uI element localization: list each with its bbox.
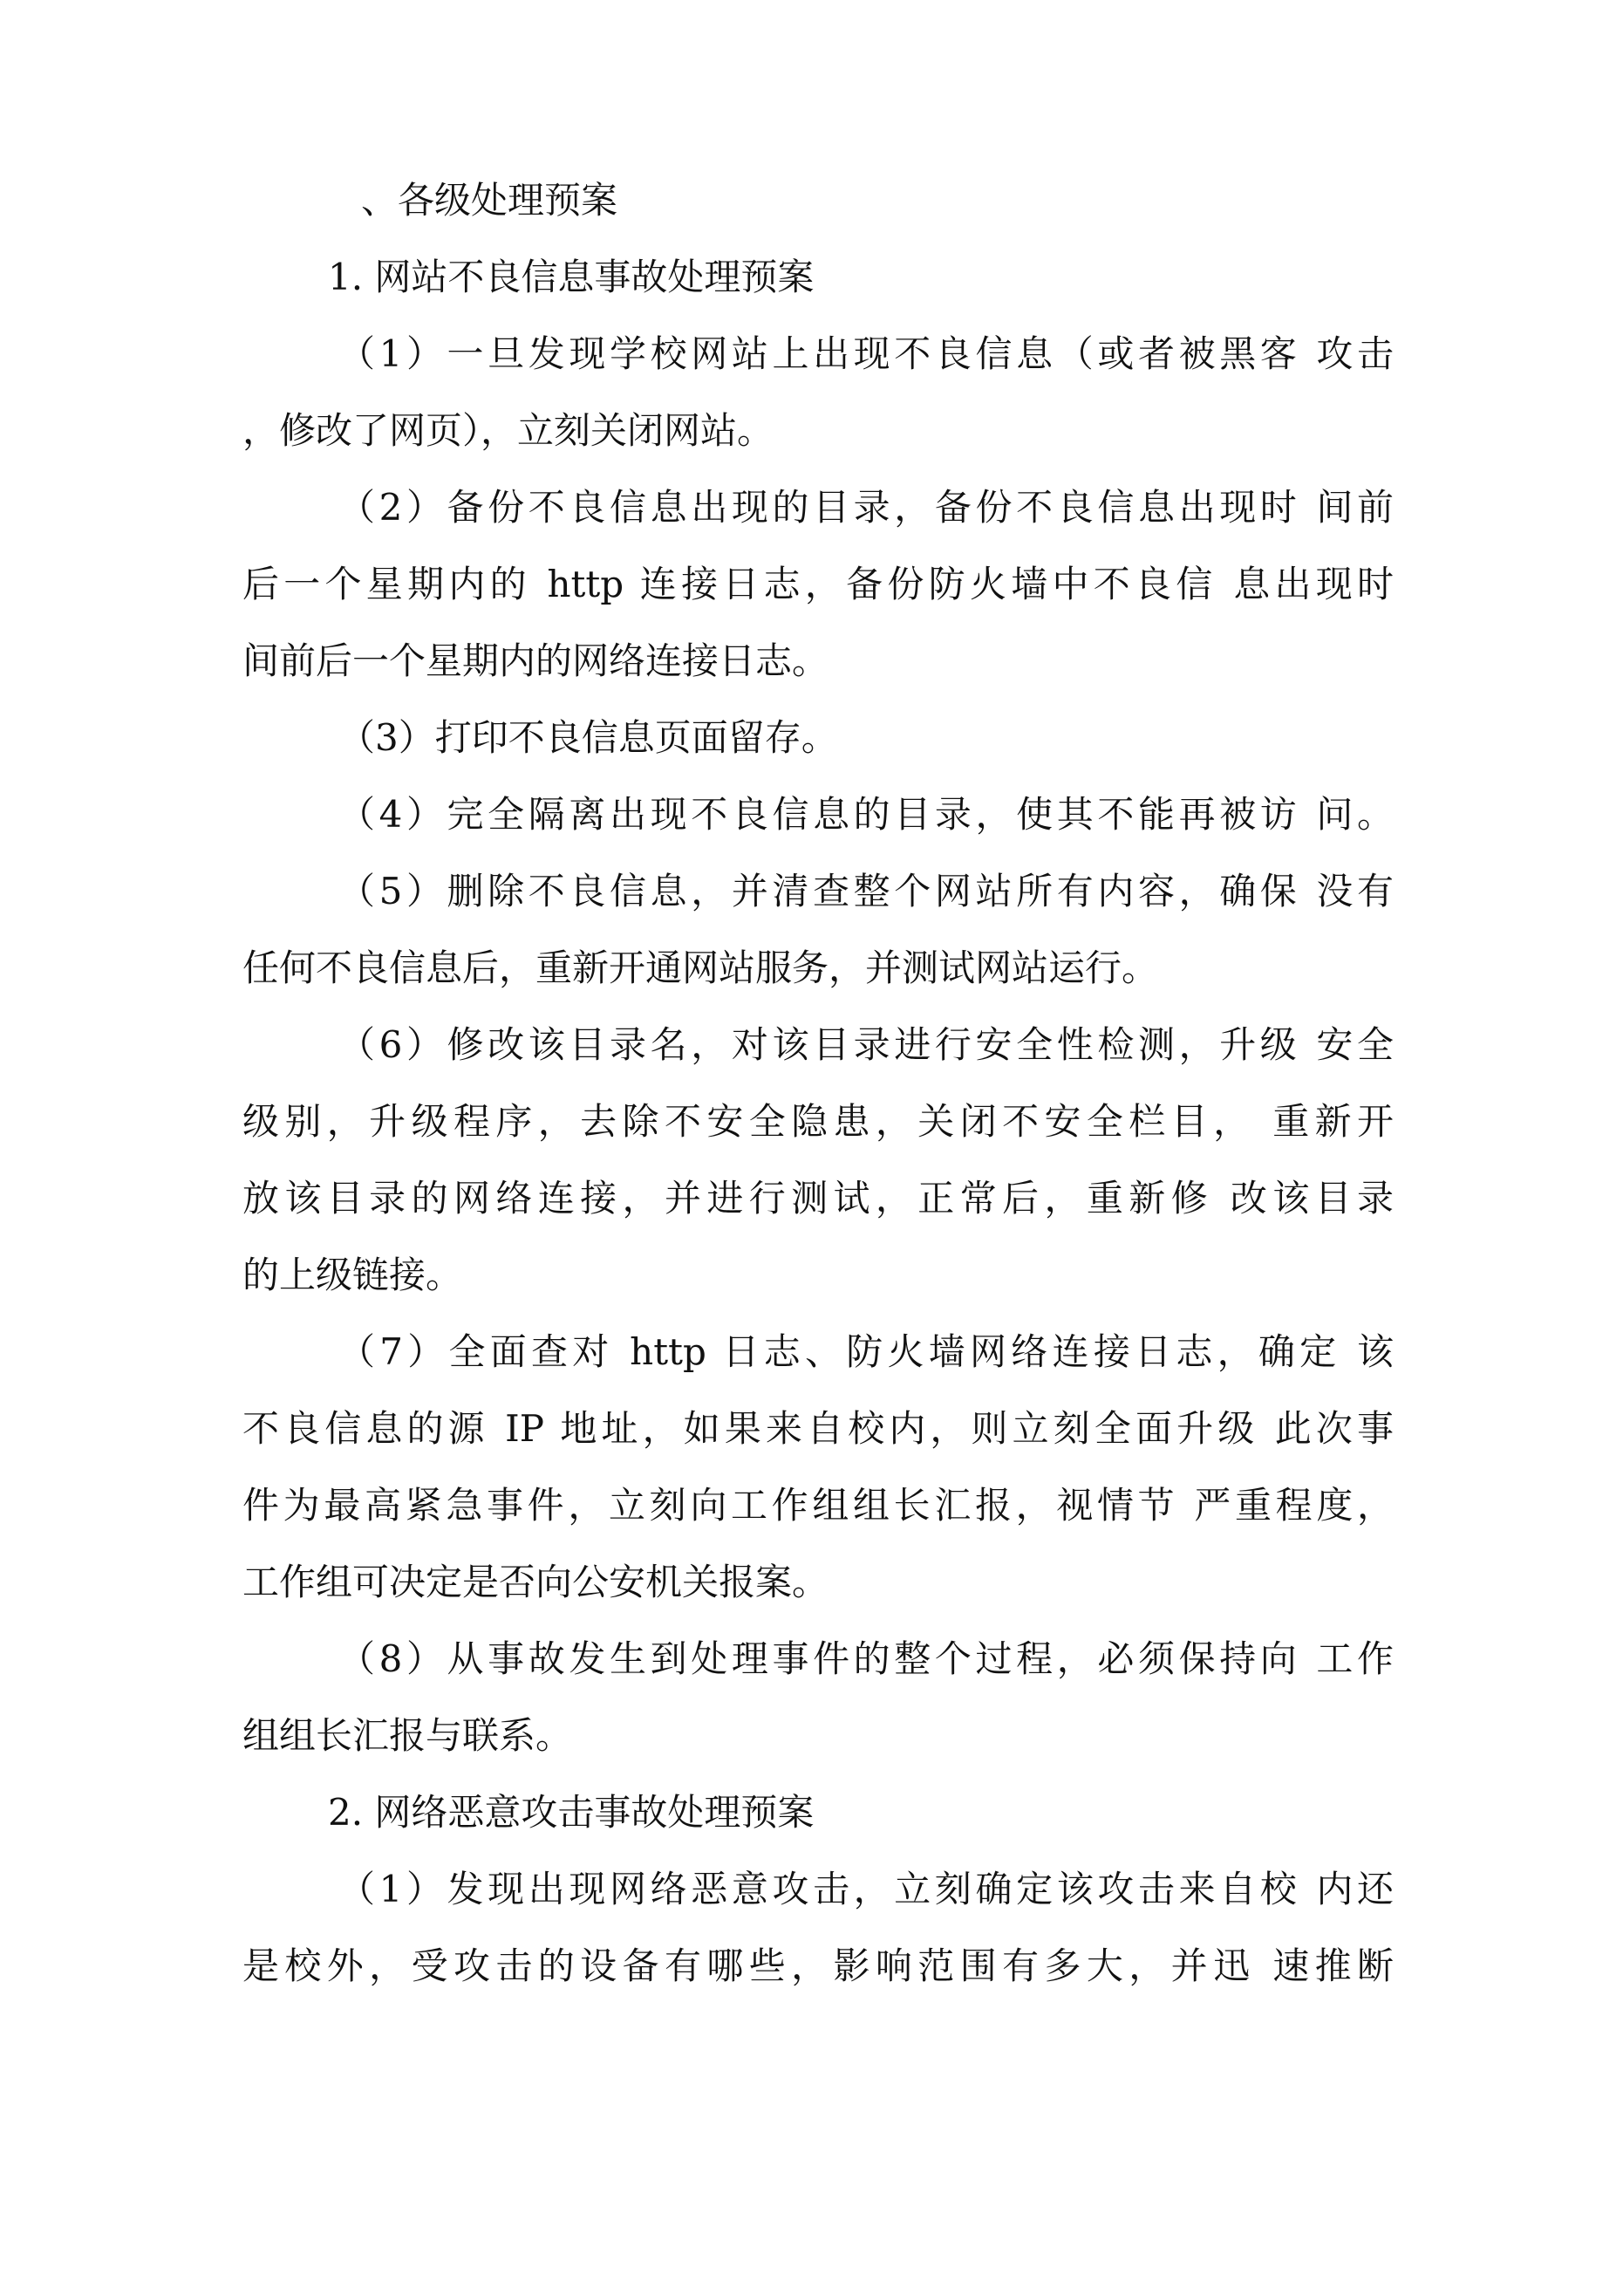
- paragraph-8-line: （8）从事故发生到处理事件的整个过程，必须保持向 工作: [338, 1637, 1394, 1680]
- paragraph-6-line: （6）修改该目录名，对该目录进行安全性检测，升级 安全: [338, 1023, 1394, 1066]
- paragraph-6-line: 的上级链接。: [242, 1254, 463, 1296]
- paragraph-6-line: 级别，升级程序，去除不安全隐患，关闭不安全栏目， 重新开: [242, 1100, 1394, 1143]
- paragraph-5-line: （5）删除不良信息，并清查整个网站所有内容，确保 没有: [338, 870, 1394, 912]
- paragraph-9-line: 是校外，受攻击的设备有哪些，影响范围有多大，并迅 速推断: [242, 1944, 1394, 1987]
- paragraph-7-line: 工作组可决定是否向公安机关报案。: [242, 1561, 829, 1603]
- section-heading: 、各级处理预案: [361, 179, 618, 222]
- paragraph-4-line: （4）完全隔离出现不良信息的目录，使其不能再被访 问。: [338, 793, 1394, 836]
- paragraph-7-line: 件为最高紧急事件，立刻向工作组组长汇报，视情节 严重程度，: [242, 1484, 1394, 1527]
- paragraph-2-line: 间前后一个星期内的网络连接日志。: [242, 639, 829, 682]
- paragraph-2-line: （2）备份不良信息出现的目录，备份不良信息出现时 间前: [338, 486, 1394, 529]
- paragraph-1-line: （1）一旦发现学校网站上出现不良信息（或者被黑客 攻击: [338, 332, 1394, 375]
- paragraph-2-line: 后一个星期内的 http 连接日志，备份防火墙中不良信 息出现时: [242, 563, 1394, 605]
- paragraph-8-line: 组组长汇报与联系。: [242, 1714, 573, 1757]
- paragraph-6-line: 放该目录的网络连接，并进行测试，正常后，重新修 改该目录: [242, 1177, 1394, 1220]
- paragraph-3-line: （3）打印不良信息页面留存。: [338, 716, 838, 759]
- paragraph-9-line: （1）发现出现网络恶意攻击，立刻确定该攻击来自校 内还: [338, 1868, 1394, 1910]
- document-body: [242, 162, 1394, 2005]
- paragraph-5-line: 任何不良信息后，重新开通网站服务，并测试网站运行。: [242, 946, 1159, 989]
- subsection-heading-2: 2. 网络恶意攻击事故处理预案: [328, 1791, 815, 1834]
- paragraph-1-line: ，修改了网页），立刻关闭网站。: [242, 409, 774, 452]
- paragraph-7-line: 不良信息的源 IP 地址，如果来自校内，则立刻全面升级 此次事: [242, 1407, 1394, 1450]
- paragraph-7-line: （7）全面查对 http 日志、防火墙网络连接日志，确定 该: [338, 1330, 1394, 1373]
- subsection-heading-1: 1. 网站不良信息事故处理预案: [328, 256, 815, 298]
